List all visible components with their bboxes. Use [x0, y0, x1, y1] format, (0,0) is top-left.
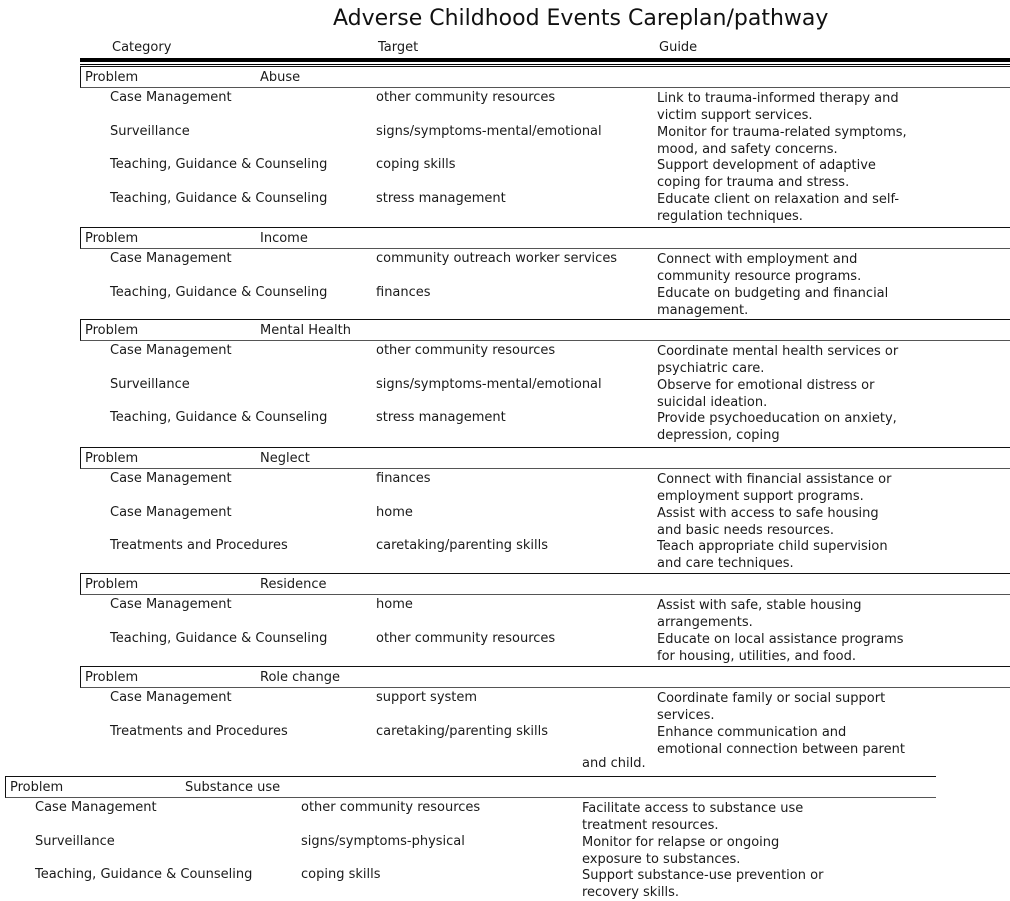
problem-section: [80, 447, 1010, 570]
guide-cell: [657, 191, 947, 225]
guide-line: Assist with safe, stable housing: [657, 598, 862, 613]
column-header-guide: Guide: [659, 40, 698, 55]
intervention-row: [80, 155, 1010, 189]
guide-cell: [657, 157, 947, 191]
problem-header: [80, 66, 1010, 88]
target-cell: support system: [376, 690, 478, 705]
guide-cell: [657, 343, 947, 377]
guide-cell: [657, 251, 947, 285]
intervention-row: [80, 595, 1010, 629]
guide-cell: [582, 800, 872, 834]
intervention-row: [5, 865, 936, 899]
guide-overflow-text: and child.: [582, 756, 646, 772]
intervention-row: [5, 798, 936, 832]
guide-line: Coordinate family or social support: [657, 691, 886, 706]
problem-header: [5, 776, 936, 798]
category-cell: Case Management: [110, 597, 232, 612]
guide-line: Monitor for relapse or ongoing: [582, 834, 780, 850]
guide-cell: [657, 90, 947, 124]
category-cell: Treatments and Procedures: [110, 723, 288, 739]
guide-cell: [657, 690, 947, 724]
problem-name: Neglect: [260, 451, 310, 466]
target-cell: other community resources: [376, 343, 556, 358]
target-cell: stress management: [376, 190, 506, 206]
guide-cell: [657, 124, 947, 158]
guide-line: and care techniques.: [657, 556, 794, 572]
intervention-row: [80, 688, 1010, 722]
problem-name: Residence: [260, 577, 327, 592]
guide-line: mood, and safety concerns.: [657, 141, 838, 157]
intervention-row: [80, 122, 1010, 156]
problem-name: Substance use: [185, 780, 281, 795]
guide-line: Connect with financial assistance or: [657, 472, 892, 487]
category-cell: Surveillance: [110, 376, 190, 392]
guide-cell: [657, 597, 947, 631]
intervention-row: [80, 536, 1010, 570]
guide-cell: [657, 505, 947, 539]
category-cell: Treatments and Procedures: [110, 538, 288, 554]
guide-line: Educate on budgeting and financial: [657, 285, 889, 301]
category-cell: Surveillance: [110, 123, 190, 139]
guide-line: Monitor for trauma-related symptoms,: [657, 124, 907, 140]
guide-line: psychiatric care.: [657, 361, 765, 376]
target-cell: signs/symptoms-physical: [301, 833, 465, 849]
intervention-row: [80, 249, 1010, 283]
target-cell: home: [376, 504, 413, 520]
target-cell: finances: [376, 284, 431, 300]
target-cell: signs/symptoms-mental/emotional: [376, 123, 602, 139]
intervention-row: [5, 832, 936, 866]
guide-line: Support substance-use prevention or: [582, 868, 824, 884]
intervention-row: [80, 469, 1010, 503]
guide-overflow-row: [80, 755, 1010, 772]
guide-line: suicidal ideation.: [657, 394, 768, 410]
intervention-row: [80, 722, 1010, 756]
category-cell: Teaching, Guidance & Counseling: [35, 867, 253, 883]
category-cell: Case Management: [110, 690, 232, 705]
header-rule-thin: [80, 64, 1010, 65]
guide-line: depression, coping: [657, 428, 780, 444]
problem-label: Problem: [85, 670, 139, 685]
intervention-row: [80, 629, 1010, 663]
category-cell: Teaching, Guidance & Counseling: [110, 630, 328, 646]
header-rule-thick: [80, 58, 1010, 62]
guide-line: Facilitate access to substance use: [582, 801, 804, 816]
guide-line: Link to trauma-informed therapy and: [657, 91, 899, 106]
guide-line: Provide psychoeducation on anxiety,: [657, 411, 897, 427]
guide-cell: [582, 867, 872, 901]
target-cell: finances: [376, 471, 431, 486]
problem-label: Problem: [85, 323, 139, 338]
guide-line: victim support services.: [657, 108, 813, 123]
guide-line: arrangements.: [657, 615, 753, 630]
problem-name: Role change: [260, 670, 340, 685]
guide-cell: [657, 631, 947, 665]
column-header-category: Category: [112, 40, 172, 55]
intervention-row: [80, 88, 1010, 122]
guide-line: Observe for emotional distress or: [657, 377, 875, 393]
category-cell: Case Management: [110, 343, 232, 358]
category-cell: Case Management: [35, 800, 157, 815]
guide-line: Teach appropriate child supervision: [657, 539, 888, 555]
problem-section: [80, 227, 1010, 316]
category-cell: Case Management: [110, 90, 232, 105]
intervention-row: [80, 503, 1010, 537]
guide-cell: [657, 377, 947, 411]
guide-cell: [657, 410, 947, 444]
guide-line: community resource programs.: [657, 269, 862, 284]
problem-name: Mental Health: [260, 323, 351, 338]
guide-cell: [657, 724, 947, 758]
target-cell: caretaking/parenting skills: [376, 538, 549, 554]
guide-cell: [657, 285, 947, 319]
target-cell: signs/symptoms-mental/emotional: [376, 376, 602, 392]
target-cell: caretaking/parenting skills: [376, 723, 549, 739]
target-cell: coping skills: [301, 867, 381, 883]
column-header-target: Target: [378, 40, 419, 55]
intervention-row: [80, 375, 1010, 409]
problem-label: Problem: [85, 231, 139, 246]
problem-header: [80, 227, 1010, 249]
guide-line: Support development of adaptive: [657, 158, 876, 174]
problem-header: [80, 573, 1010, 595]
guide-line: Educate client on relaxation and self-: [657, 191, 900, 207]
target-cell: community outreach worker services: [376, 251, 618, 266]
intervention-row: [80, 341, 1010, 375]
problem-section: [80, 573, 1010, 662]
guide-line: for housing, utilities, and food.: [657, 648, 856, 664]
guide-line: treatment resources.: [582, 818, 719, 833]
guide-line: management.: [657, 302, 749, 318]
problem-section: [80, 666, 1010, 772]
problem-header: [80, 666, 1010, 688]
problem-section: [5, 776, 936, 899]
target-cell: home: [376, 597, 413, 612]
guide-line: coping for trauma and stress.: [657, 175, 850, 191]
category-cell: Case Management: [110, 471, 232, 486]
guide-line: services.: [657, 708, 715, 723]
problem-section: [80, 66, 1010, 222]
guide-cell: [657, 538, 947, 572]
guide-line: Enhance communication and: [657, 724, 847, 740]
guide-line: Assist with access to safe housing: [657, 505, 879, 521]
problem-section: [80, 319, 1010, 442]
guide-line: Coordinate mental health services or: [657, 344, 899, 359]
guide-line: Educate on local assistance programs: [657, 631, 904, 647]
guide-line: emotional connection between parent: [657, 741, 905, 757]
problem-name: Income: [260, 231, 308, 246]
category-cell: Teaching, Guidance & Counseling: [110, 284, 328, 300]
category-cell: Teaching, Guidance & Counseling: [110, 190, 328, 206]
problem-label: Problem: [85, 70, 139, 85]
guide-cell: [582, 834, 872, 868]
target-cell: other community resources: [376, 630, 556, 646]
target-cell: coping skills: [376, 157, 456, 173]
guide-line: recovery skills.: [582, 885, 680, 901]
problem-label: Problem: [85, 451, 139, 466]
problem-label: Problem: [85, 577, 139, 592]
target-cell: other community resources: [376, 90, 556, 105]
category-cell: Case Management: [110, 251, 232, 266]
guide-line: regulation techniques.: [657, 208, 803, 224]
target-cell: stress management: [376, 410, 506, 426]
intervention-row: [80, 283, 1010, 317]
guide-line: Connect with employment and: [657, 252, 858, 267]
guide-line: and basic needs resources.: [657, 522, 834, 538]
intervention-row: [80, 408, 1010, 442]
problem-label: Problem: [10, 780, 64, 795]
category-cell: Case Management: [110, 504, 232, 520]
guide-line: employment support programs.: [657, 489, 864, 504]
problem-name: Abuse: [260, 70, 301, 85]
category-cell: Teaching, Guidance & Counseling: [110, 157, 328, 173]
problem-header: [80, 319, 1010, 341]
problem-header: [80, 447, 1010, 469]
intervention-row: [80, 189, 1010, 223]
guide-cell: [657, 471, 947, 505]
category-cell: Teaching, Guidance & Counseling: [110, 410, 328, 426]
guide-line: exposure to substances.: [582, 851, 741, 867]
category-cell: Surveillance: [35, 833, 115, 849]
page-title: Adverse Childhood Events Careplan/pathway: [333, 6, 829, 31]
target-cell: other community resources: [301, 800, 481, 815]
